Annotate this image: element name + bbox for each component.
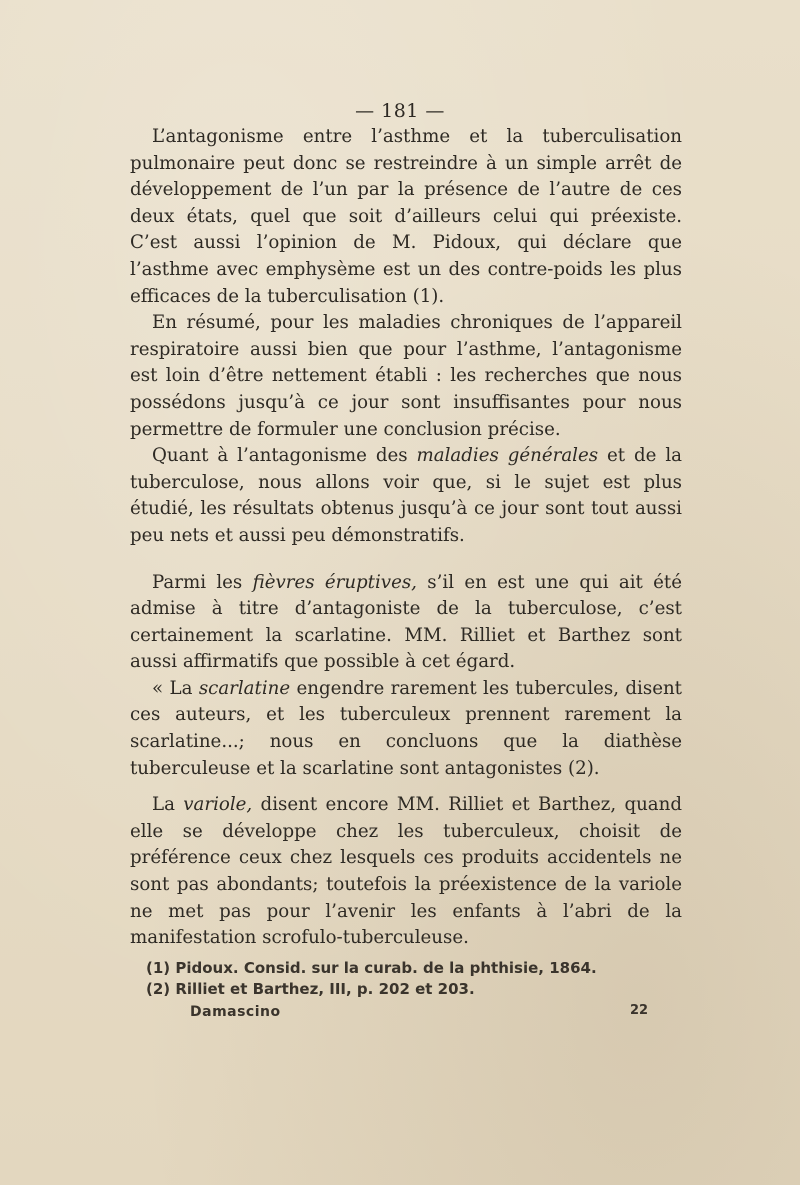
paragraph-text: engendre rarement les tubercules, disent ces auteurs, et les tuberculeux prennent rarement la scarlatine...; nous en concluons que la diathèse tuberculeuse et la scarlatine sont antagonistes (2).: [130, 677, 682, 779]
paragraph-italic-term: variole,: [183, 794, 253, 816]
paragraph-scarlatine-quote: [130, 676, 682, 782]
paragraph-text: et de la tuberculose, nous allons voir que, si le sujet est plus étudié, les résultats obtenus jusqu’à ce jour sont tout aussi peu nets et aussi peu démonstratifs.: [130, 445, 682, 546]
page-number: — 181 —: [355, 100, 445, 122]
paragraph-italic-term: fièvres éruptives,: [252, 571, 417, 593]
paragraph-variole: [130, 792, 682, 952]
paragraph-text: Parmi les: [152, 571, 253, 593]
paragraph-asthma-tuberculisation: L’antagonisme entre l’asthme et la tuberculisation pulmonaire peut donc se restreindre à un simple arrêt de développement de l’un par la présence de l’autre de ces deux états, quel que soit d’ailleurs celui qui préexiste. C’est aussi l’opinion de M. Pidoux, qui déclare que l’asthme avec emphysème est un des contre-poids les plus efficaces de la tuberculisation (1).: [130, 126, 682, 307]
paragraph-italic-term: scarlatine: [198, 677, 291, 699]
paragraph-text: Quant à l’antagonisme des: [152, 445, 417, 467]
paragraph-text: « La: [152, 677, 199, 699]
sheet-mark: 22: [630, 1003, 649, 1018]
paragraph-text: s’il en est une qui ait été admise à titre d’antagoniste de la tuberculose, c’est certainement la scarlatine. MM. Rilliet et Barthez sont aussi affirmatifs que possible à cet égard.: [130, 571, 682, 673]
footnote-1: (1) Pidoux. Consid. sur la curab. de la phthisie, 1864.: [146, 959, 597, 977]
paragraph-maladies-generales: [130, 443, 682, 549]
paragraph-text: disent encore MM. Rilliet et Barthez, quand elle se développe chez les tuberculeux, choisit de préférence ceux chez lesquels ces produits accidentels ne sont pas abondants; toutefois la préexistence de la variole ne met pas pour l’avenir les enfants à l’abri de la manifestation scrofulo-tuberculeuse.: [130, 794, 682, 949]
paragraph-text: La: [152, 794, 184, 816]
body-text: [130, 124, 682, 952]
printer-signature: Damascino: [190, 1004, 281, 1020]
paragraph-resume: En résumé, pour les maladies chroniques de l’appareil respiratoire aussi bien que pour l’asthme, l’antagonisme est loin d’être nettement établi : les recherches que nous possédons jusqu’à ce jour sont insuffisantes pour nous permettre de formuler une conclusion précise.: [130, 312, 682, 440]
paragraph-italic-term: maladies générales: [416, 445, 599, 467]
footnotes: [146, 958, 666, 1000]
footnote-2: (2) Rilliet et Barthez, III, p. 202 et 203.: [146, 980, 475, 998]
paragraph-fievres-eruptives: [130, 570, 682, 676]
